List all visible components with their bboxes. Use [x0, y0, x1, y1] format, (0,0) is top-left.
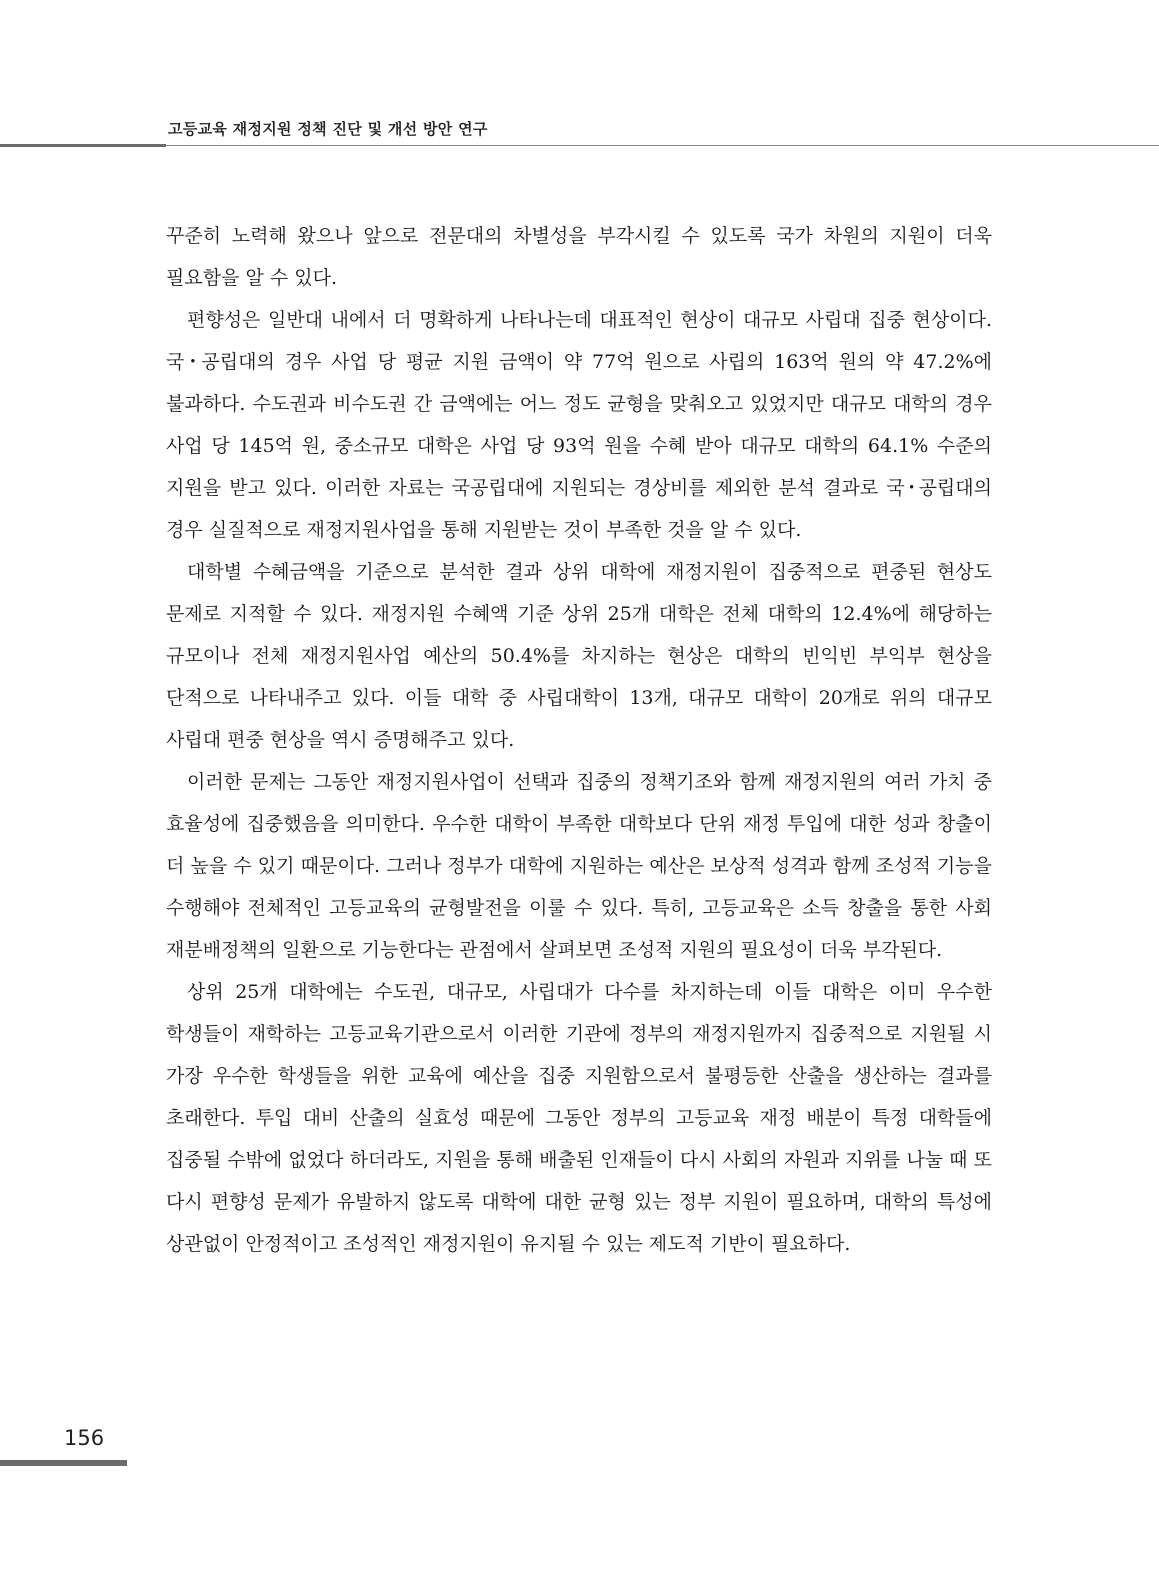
paragraph-efficiency: 이러한 문제는 그동안 재정지원사업이 선택과 집중의 정책기조와 함께 재정지원의 여러 가치 중 효율성에 집중했음을 의미한다. 우수한 대학이 부족한 대학보다 단위 재정 투입에 대한 성과 창출이 더 높을 수 있기 때문이다. 그러나 정부가 대학에 지원하는 예산은 보상적 성격과 함께 조성적 기능을 수행해야 전체적인 고등교육의 균형발전을 이룰 수 있다. 특히, 고등교육은 소득 창출을 통한 사회 재분배정책의 일환으로 기능한다는 관점에서 살펴보면 조성적 지원의 필요성이 더욱 부각된다.: [166, 771, 992, 961]
paragraph-bias: 편향성은 일반대 내에서 더 명확하게 나타나는데 대표적인 현상이 대규모 사립대 집중 현상이다. 국･공립대의 경우 사업 당 평균 지원 금액이 약 77억 원으로 사립의 163억 원의 약 47.2%에 불과하다. 수도권과 비수도권 간 금액에는 어느 정도 균형을 맞춰오고 있었지만 대규모 대학의 경우 사업 당 145억 원, 중소규모 대학은 사업 당 93억 원을 수혜 받아 대규모 대학의 64.1% 수준의 지원을 받고 있다. 이러한 자료는 국공립대에 지원되는 경상비를 제외한 분석 결과로 국･공립대의 경우 실질적으로 재정지원사업을 통해 지원받는 것이 부족한 것을 알 수 있다.: [166, 309, 992, 541]
paragraph-continuation: 꾸준히 노력해 왔으나 앞으로 전문대의 차별성을 부각시킬 수 있도록 국가 차원의 지원이 더욱 필요함을 알 수 있다.: [166, 225, 992, 289]
header-rule-accent: [0, 144, 166, 147]
page-number: 156: [64, 1426, 105, 1450]
header-rule: [166, 145, 1159, 146]
paragraph-conclusion: 상위 25개 대학에는 수도권, 대규모, 사립대가 다수를 차지하는데 이들 대학은 이미 우수한 학생들이 재학하는 고등교육기관으로서 이러한 기관에 정부의 재정지원까지 집중적으로 지원될 시 가장 우수한 학생들을 위한 교육에 예산을 집중 지원함으로서 불평등한 산출을 생산하는 결과를 초래한다. 투입 대비 산출의 실효성 때문에 그동안 정부의 고등교육 재정 배분이 특정 대학들에 집중될 수밖에 없었다 하더라도, 지원을 통해 배출된 인재들이 다시 사회의 자원과 지위를 나눌 때 또 다시 편향성 문제가 유발하지 않도록 대학에 대한 균형 있는 정부 지원이 필요하며, 대학의 특성에 상관없이 안정적이고 조성적인 재정지원이 유지될 수 있는 제도적 기반이 필요하다.: [166, 981, 992, 1255]
body-text: [166, 215, 992, 1265]
paragraph-top-universities: 대학별 수혜금액을 기준으로 분석한 결과 상위 대학에 재정지원이 집중적으로 편중된 현상도 문제로 지적할 수 있다. 재정지원 수혜액 기준 상위 25개 대학은 전체 대학의 12.4%에 해당하는 규모이나 전체 재정지원사업 예산의 50.4%를 차지하는 현상은 대학의 빈익빈 부익부 현상을 단적으로 나타내주고 있다. 이들 대학 중 사립대학이 13개, 대규모 대학이 20개로 위의 대규모 사립대 편중 현상을 역시 증명해주고 있다.: [166, 561, 992, 751]
running-header-title: 고등교육 재정지원 정책 진단 및 개선 방안 연구: [168, 120, 488, 138]
footer-rule: [0, 1460, 127, 1466]
